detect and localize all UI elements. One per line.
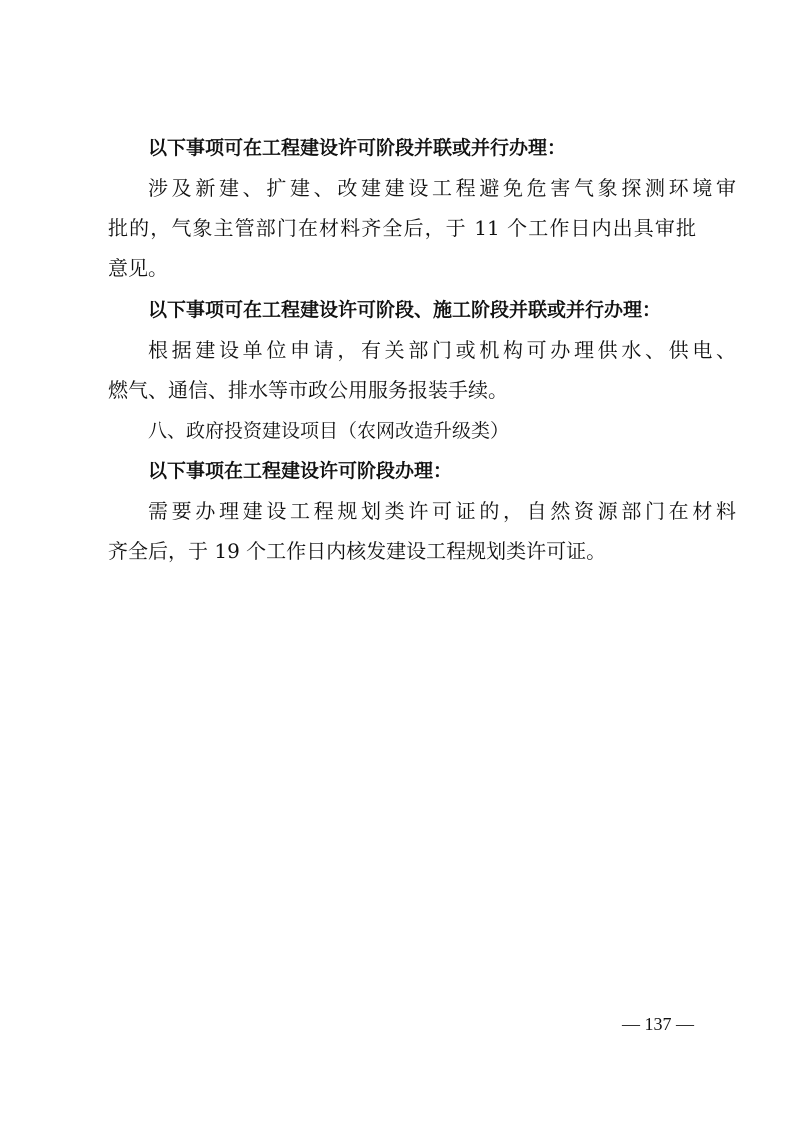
paragraph-line: 批的，气象主管部门在材料齐全后，于 11 个工作日内出具审批 [108, 216, 696, 240]
heading-parallel-approval-construction: 以下事项可在工程建设许可阶段、施工阶段并联或并行办理： [148, 299, 662, 321]
paragraph-line: 燃气、通信、排水等市政公用服务报装手续。 [108, 378, 508, 402]
paragraph-line: 需要办理建设工程规划类许可证的，自然资源部门在材料 [148, 499, 736, 523]
heading-parallel-approval: 以下事项可在工程建设许可阶段并联或并行办理： [148, 137, 567, 159]
paragraph-line: 涉及新建、扩建、改建建设工程避免危害气象探测环境审 [148, 176, 736, 200]
heading-permit-stage: 以下事项在工程建设许可阶段办理： [148, 460, 453, 482]
paragraph-line: 意见。 [108, 256, 168, 280]
page-number: — 137 — [622, 1014, 694, 1034]
paragraph-line: 根据建设单位申请，有关部门或机构可办理供水、供电、 [148, 338, 736, 362]
paragraph-line: 齐全后，于 19 个工作日内核发建设工程规划类许可证。 [108, 539, 607, 563]
section-heading: 八、政府投资建设项目（农网改造升级类） [148, 420, 510, 442]
